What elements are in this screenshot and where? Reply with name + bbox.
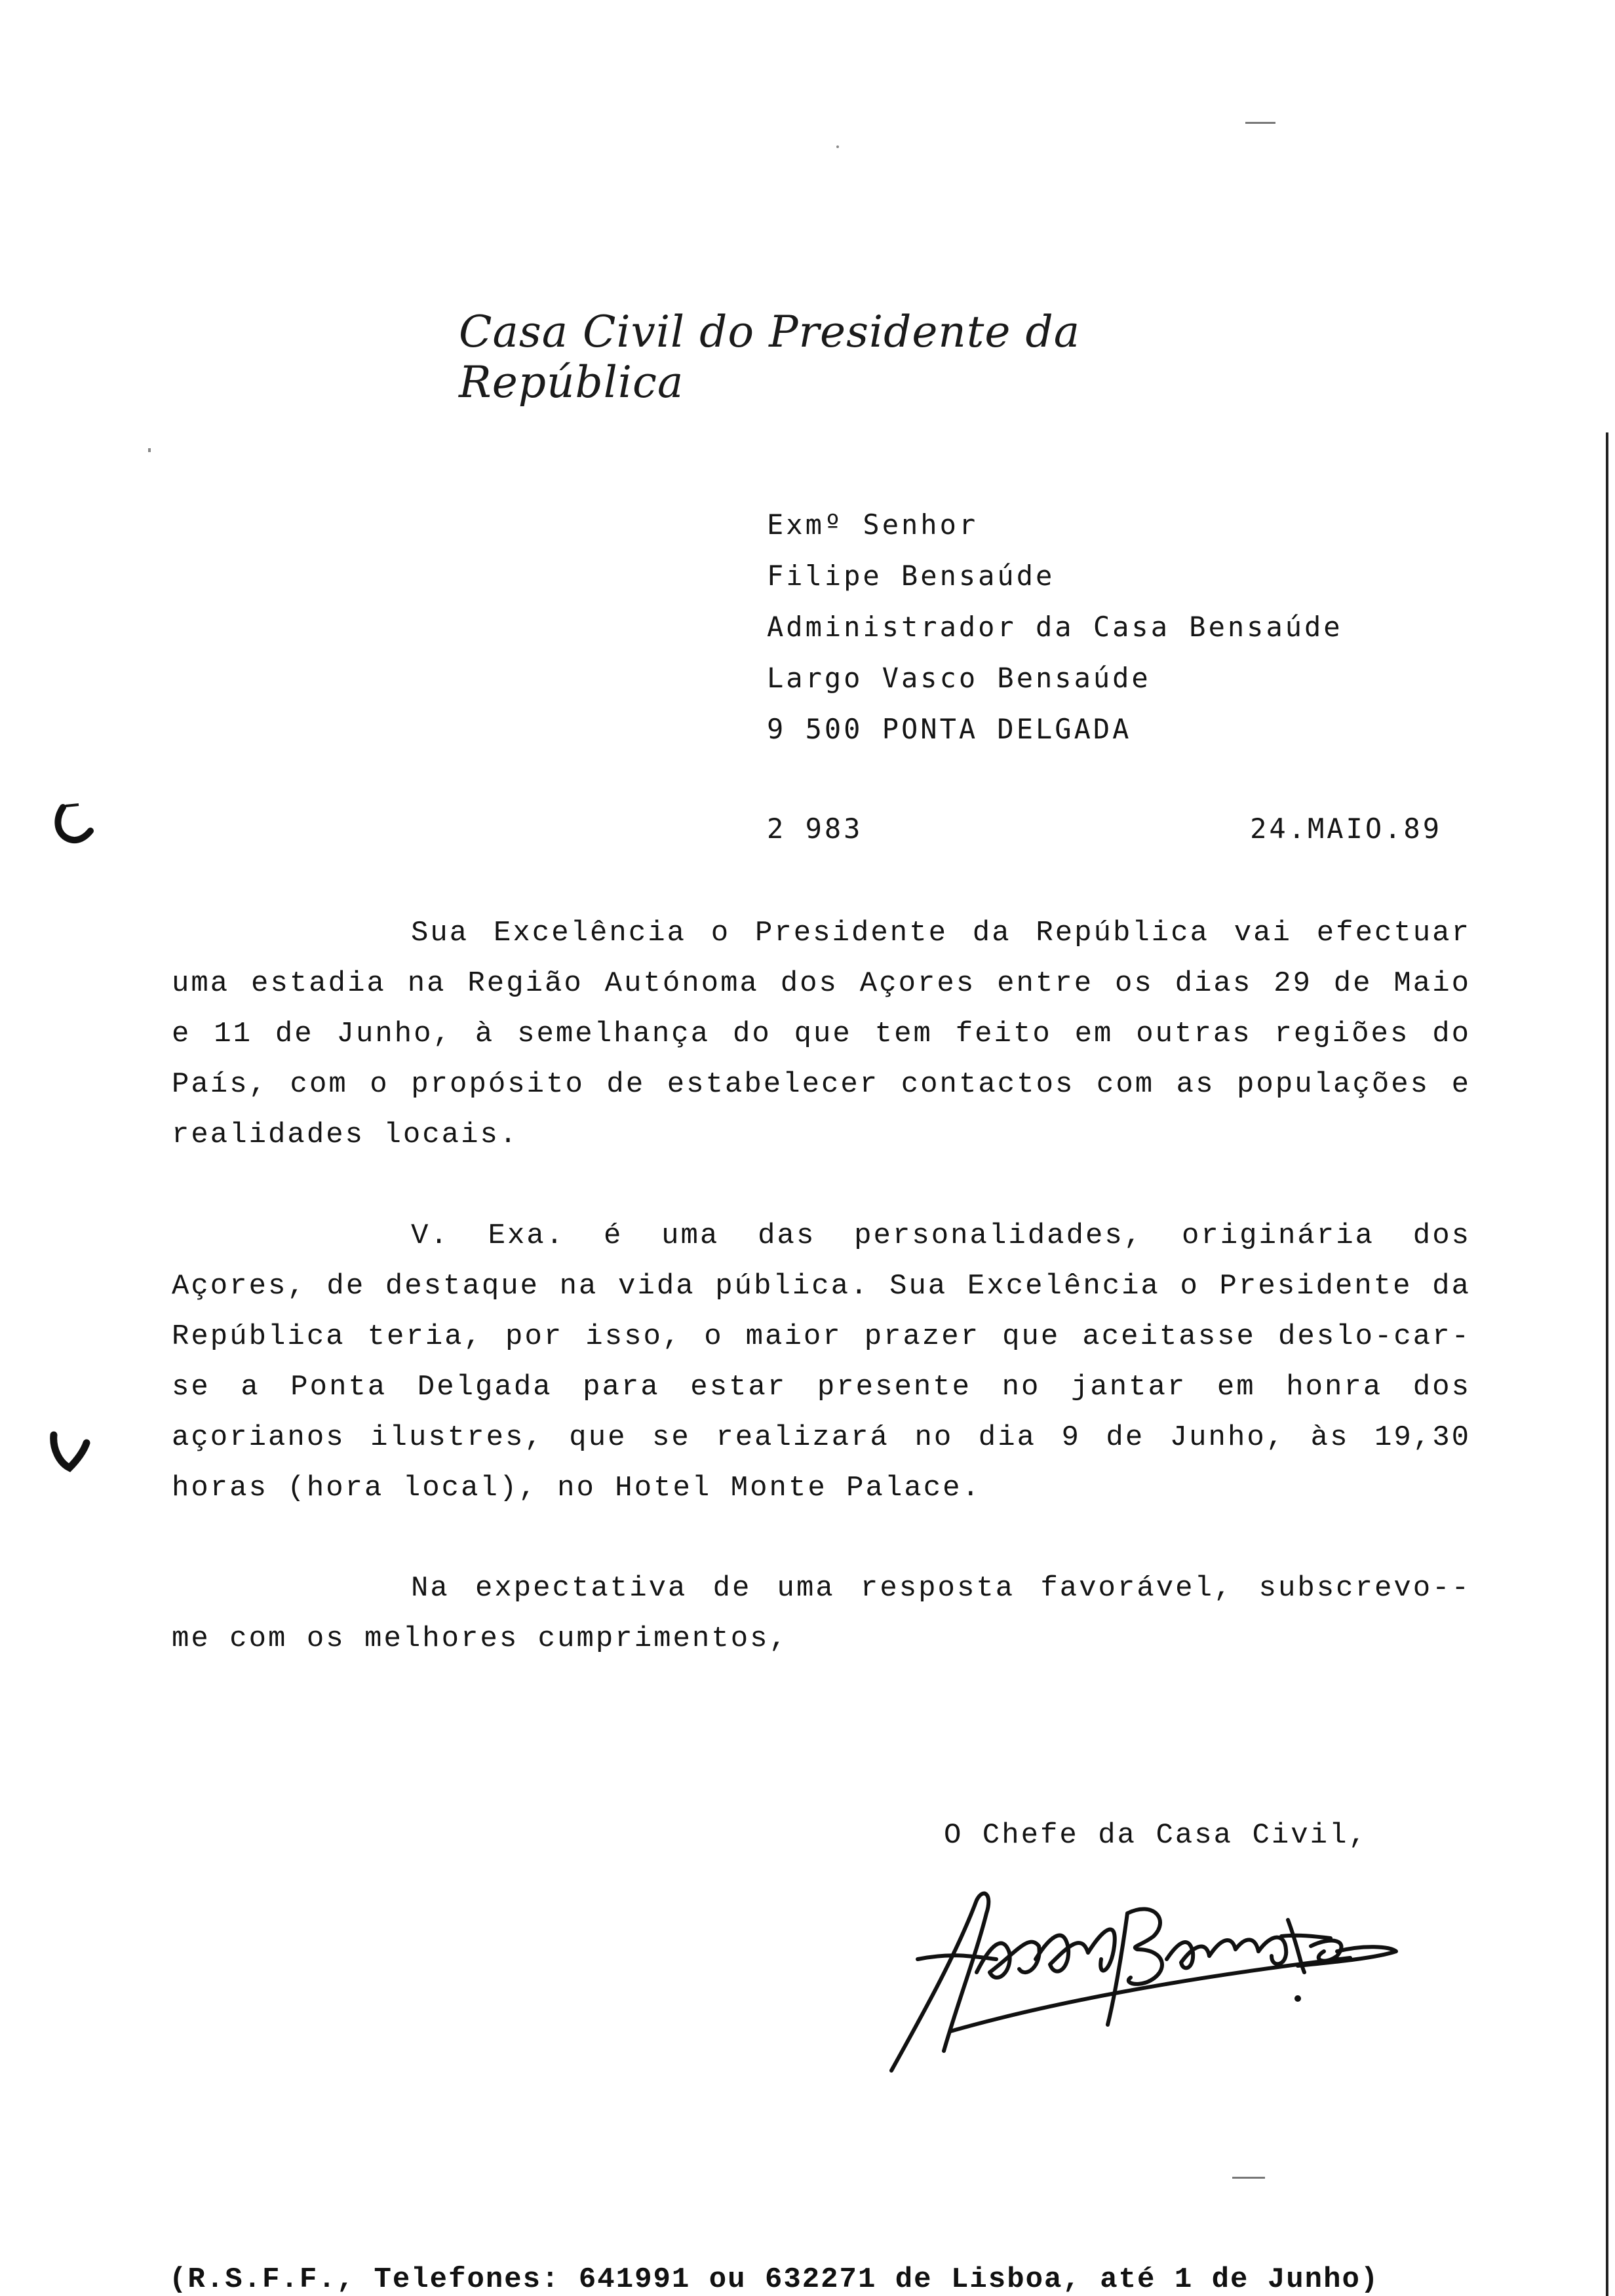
recipient-salutation: Exmº Senhor	[767, 508, 979, 541]
recipient-name: Filipe Bensaúde	[767, 560, 1055, 592]
footer-note: (R.S.F.F., Telefones: 641991 ou 632271 de Lisboa, até 1 de Junho)	[169, 2263, 1380, 2296]
recipient-title: Administrador da Casa Bensaúde	[767, 611, 1343, 643]
handwritten-signature	[878, 1874, 1403, 2084]
recipient-address-block	[767, 499, 1343, 755]
punch-hole-mark	[51, 799, 97, 845]
page-edge-line	[1606, 432, 1608, 2296]
body-paragraph-1-text: Sua Excelência o Presidente da República vai efectuar uma estadia na Região Autónoma dos Açores entre os dias 29 de Maio e 11 de Junho, à semelhança do que tem feito em outras regiões do País, com o propósito de estabelecer contactos com as populações e realidades locais.	[172, 917, 1471, 1151]
body-paragraph-3	[172, 1563, 1471, 1664]
reference-number: 2 983	[767, 813, 863, 845]
scan-mark	[1232, 2177, 1265, 2179]
scan-mark	[1245, 122, 1275, 124]
body-paragraph-2-text: V. Exa. é uma das personalidades, originária dos Açores, de destaque na vida pública. Sua Excelência o Presidente da República teria, por isso, o maior prazer que aceitasse deslo-car-se a Ponta Delgada para estar presente no jantar em honra dos açorianos ilustres, que se realizará no dia 9 de Junho, às 19,30 horas (hora local), no Hotel Monte Palace.	[172, 1219, 1471, 1504]
punch-hole-mark	[46, 1428, 92, 1474]
body-paragraph-2	[172, 1211, 1471, 1514]
scan-speck	[836, 145, 839, 148]
letterhead-title: Casa Civil do Presidente da República	[459, 307, 1081, 408]
sender-title: O Chefe da Casa Civil,	[944, 1819, 1368, 1852]
body-paragraph-1	[172, 908, 1471, 1160]
recipient-street: Largo Vasco Bensaúde	[767, 662, 1151, 694]
recipient-city: 9 500 PONTA DELGADA	[767, 713, 1132, 745]
body-paragraph-3-text: Na expectativa de uma resposta favorável, subscrevo--me com os melhores cumprimentos,	[172, 1572, 1471, 1655]
scan-speck	[148, 448, 151, 452]
letter-date: 24.MAIO.89	[1250, 813, 1442, 845]
